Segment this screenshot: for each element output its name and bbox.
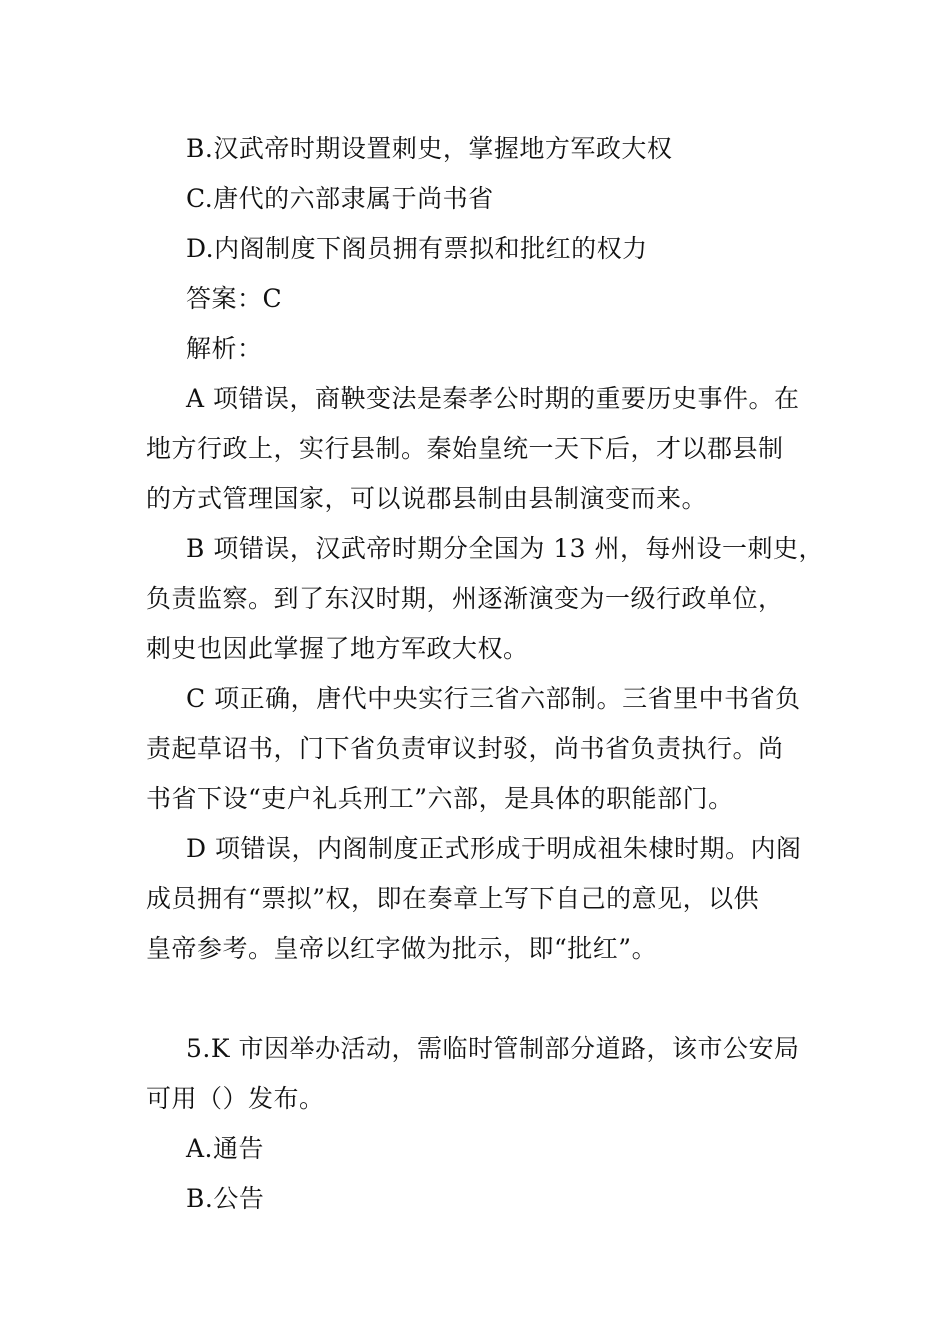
analysis-c-line-3: 书省下设“吏户礼兵刑工”六部，是具体的职能部门。	[146, 784, 734, 813]
answer-line: 答案：C	[186, 284, 283, 313]
option-c: C.唐代的六部隶属于尚书省	[186, 184, 494, 213]
question-5-option-a: A.通告	[186, 1134, 265, 1163]
question-5-stem-line-1: 5.K 市因举办活动，需临时管制部分道路，该市公安局	[186, 1034, 800, 1063]
analysis-b-line-1: B 项错误，汉武帝时期分全国为 13 州，每州设一刺史，	[186, 534, 825, 563]
analysis-c-line-1: C 项正确，唐代中央实行三省六部制。三省里中书省负	[186, 684, 801, 713]
analysis-label: 解析：	[186, 334, 263, 363]
option-d: D.内阁制度下阁员拥有票拟和批红的权力	[186, 234, 648, 263]
analysis-d-line-1: D 项错误，内阁制度正式形成于明成祖朱棣时期。内阁	[186, 834, 802, 863]
analysis-a-line-2: 地方行政上，实行县制。秦始皇统一天下后，才以郡县制	[146, 434, 784, 463]
analysis-a-line-3: 的方式管理国家，可以说郡县制由县制演变而来。	[146, 484, 708, 513]
analysis-b-line-2: 负责监察。到了东汉时期，州逐渐演变为一级行政单位，	[146, 584, 784, 613]
analysis-b-line-3: 刺史也因此掌握了地方军政大权。	[146, 634, 529, 663]
question-5-stem-line-2: 可用（）发布。	[146, 1084, 325, 1113]
analysis-d-line-2: 成员拥有“票拟”权，即在奏章上写下自己的意见，以供	[146, 884, 760, 913]
analysis-a-line-1: A 项错误，商鞅变法是秦孝公时期的重要历史事件。在	[186, 384, 800, 413]
analysis-c-line-2: 责起草诏书，门下省负责审议封驳，尚书省负责执行。尚	[146, 734, 784, 763]
question-5-option-b: B.公告	[186, 1184, 265, 1213]
analysis-d-line-3: 皇帝参考。皇帝以红字做为批示，即“批红”。	[146, 934, 658, 963]
option-b: B.汉武帝时期设置刺史，掌握地方军政大权	[186, 134, 673, 163]
